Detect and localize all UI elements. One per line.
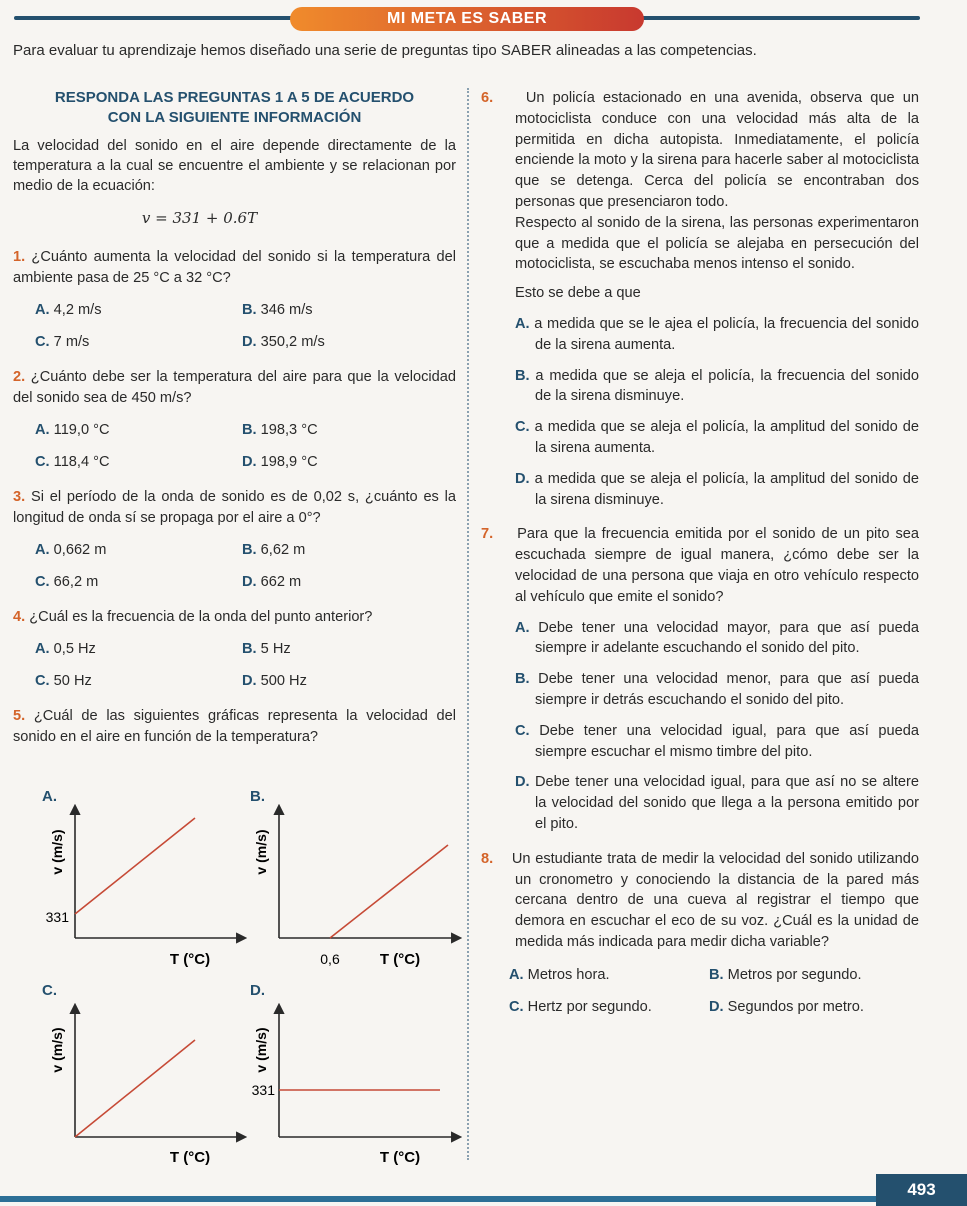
option-b[interactable] — [515, 366, 919, 408]
question-number: 4. — [13, 609, 26, 625]
option-letter: A. — [35, 641, 50, 657]
option-text: Segundos por metro. — [727, 999, 864, 1016]
question-text: ¿Cuánto debe ser la temperatura del aire para que la velocidad del sonido sea de 450 m/s? — [13, 369, 456, 406]
question-number: 7. — [481, 526, 494, 543]
option-text: 5 Hz — [260, 641, 291, 657]
question-number: 5. — [13, 708, 26, 724]
option-letter: C. — [35, 673, 50, 689]
option-letter: D. — [515, 470, 530, 487]
option-text: 0,5 Hz — [53, 641, 96, 657]
option-text: 4,2 m/s — [53, 302, 102, 318]
option-d[interactable] — [709, 997, 919, 1018]
graph-c-ylabel: v (m/s) — [49, 1027, 65, 1073]
graph-d — [252, 1005, 460, 1166]
graph-c-label[interactable]: C. — [42, 982, 57, 999]
question-text: Para que la frecuencia emitida por el sonido de un pito sea escuchada siempre de igual manera, ¿cómo debe ser la velocidad de una persona que viaja en otro vehículo respecto al vehículo que emite el sonido? — [515, 526, 919, 605]
option-text: 50 Hz — [53, 673, 92, 689]
option-letter: A. — [35, 422, 50, 438]
section-title: MI META ES SABER — [290, 7, 644, 31]
graph-b-label[interactable]: B. — [250, 788, 265, 805]
option-text: 198,9 °C — [260, 454, 318, 470]
question-8-options — [509, 965, 919, 1019]
option-letter: C. — [515, 419, 530, 436]
option-text: 0,662 m — [53, 542, 107, 558]
right-column — [481, 88, 919, 1018]
question-number: 3. — [13, 489, 26, 505]
graph-b-line — [330, 845, 448, 938]
option-letter: D. — [242, 334, 257, 350]
option-c[interactable] — [515, 417, 919, 459]
question-6-prompt: Esto se debe a que — [515, 285, 641, 302]
equation: v = 331 + 0.6T — [141, 209, 258, 227]
option-text: 118,4 °C — [53, 454, 110, 470]
footer-rule — [0, 1196, 876, 1202]
option-letter: A. — [35, 542, 50, 558]
option-letter: B. — [242, 422, 257, 438]
graph-c-line — [75, 1040, 195, 1137]
question-7-options — [481, 618, 919, 835]
question-number: 8. — [481, 850, 494, 867]
graph-c — [49, 1005, 245, 1166]
option-letter: C. — [509, 999, 524, 1016]
heading-line-1: RESPONDA LAS PREGUNTAS 1 A 5 DE ACUERDO — [54, 89, 415, 106]
option-text: 198,3 °C — [260, 422, 318, 438]
question-text: Un policía estacionado en una avenida, observa que un motociclista conduce con una velocidad más alta de la permitida en dicha autopista. Inmediatamente, el policía enciende la moto y la sirena para hacerle saber al motociclista que se detenga. Cerca del policía se encontraban dos personas que presenciaron todo. — [515, 90, 919, 210]
option-d[interactable] — [515, 772, 919, 834]
option-letter: D. — [242, 574, 257, 590]
option-c[interactable] — [515, 721, 919, 763]
graph-c-xlabel: T (°C) — [169, 1149, 211, 1166]
option-text: Hertz por segundo. — [527, 999, 652, 1016]
option-text: a medida que se le ajea el policía, la frecuencia del sonido de la sirena aumenta. — [534, 315, 920, 353]
option-letter: D. — [515, 774, 530, 791]
option-letter: C. — [35, 334, 50, 350]
option-a[interactable] — [509, 965, 709, 986]
option-text: 662 m — [260, 574, 302, 590]
option-letter: C. — [515, 722, 530, 739]
option-text: Debe tener una velocidad igual, para que así pueda siempre escuchar el mismo timbre del pito. — [535, 722, 919, 760]
option-letter: C. — [35, 454, 50, 470]
question-number: 2. — [13, 369, 26, 385]
graph-d-xlabel: T (°C) — [379, 1149, 421, 1166]
option-text: 6,62 m — [260, 542, 306, 558]
graph-a-line — [75, 818, 195, 914]
option-text: 350,2 m/s — [260, 334, 325, 350]
option-letter: B. — [515, 671, 530, 688]
option-a[interactable] — [515, 618, 919, 660]
option-text: 7 m/s — [53, 334, 90, 350]
info-text: La velocidad del sonido en el aire depende directamente de la temperatura a la cual se encuentre el ambiente y se relacionan por medio de la ecuación: — [13, 138, 456, 194]
option-letter: A. — [509, 966, 524, 983]
graph-d-label[interactable]: D. — [250, 982, 265, 999]
question-number: 6. — [481, 90, 494, 106]
graph-a-label[interactable]: A. — [42, 788, 57, 805]
option-letter: B. — [242, 641, 257, 657]
option-letter: D. — [242, 454, 257, 470]
question-text: Un estudiante trata de medir la velocidad del sonido utilizando un cronometro y conociendo la distancia de la pared más cercana dentro de una cueva al registrar el tiempo que demora en escuchar el eco de su voz. ¿Cuál es la unidad de medida más indicada para medir dicha variable? — [511, 850, 920, 950]
graph-b-xtick: 0,6 — [320, 951, 340, 967]
graph-b-ylabel: v (m/s) — [253, 829, 269, 875]
question-6-options — [481, 314, 919, 510]
question-text: ¿Cuál de las siguientes gráficas representa la velocidad del sonido en el aire en función de la temperatura? — [13, 708, 456, 745]
option-letter: B. — [242, 302, 257, 318]
option-letter: D. — [709, 999, 724, 1016]
option-text: Metros por segundo. — [727, 966, 862, 983]
graph-d-ylabel: v (m/s) — [253, 1027, 269, 1073]
graph-b — [253, 806, 460, 968]
option-text: a medida que se aleja el policía, la amplitud del sonido de la sirena aumenta. — [534, 419, 919, 456]
option-text: Debe tener una velocidad menor, para que así pueda siempre ir detrás escuchando el sonido del pito. — [535, 671, 919, 708]
graph-a-xlabel: T (°C) — [169, 951, 211, 968]
option-text: a medida que se aleja el policía, la amplitud del sonido de la sirena disminuye. — [534, 470, 919, 508]
option-letter: A. — [35, 302, 50, 318]
option-letter: A. — [515, 315, 530, 332]
question-7 — [481, 524, 919, 607]
option-letter: C. — [35, 574, 50, 590]
question-text: Si el período de la onda de sonido es de 0,02 s, ¿cuánto es la longitud de onda sí se propaga por el aire a 0°? — [13, 489, 456, 526]
page-number: 493 — [876, 1174, 967, 1206]
graph-a — [46, 806, 245, 968]
option-text: 346 m/s — [260, 302, 313, 318]
option-d[interactable] — [515, 469, 919, 511]
option-letter: B. — [709, 966, 724, 983]
question-text: ¿Cuál es la frecuencia de la onda del punto anterior? — [29, 609, 373, 625]
option-text: 66,2 m — [53, 574, 99, 590]
option-c[interactable] — [509, 997, 709, 1018]
graph-b-xlabel: T (°C) — [379, 951, 421, 968]
option-text: a medida que se aleja el policía, la frecuencia del sonido de la sirena disminuye. — [535, 367, 919, 405]
option-text: 119,0 °C — [53, 422, 110, 438]
question-number: 1. — [13, 249, 26, 265]
graph-d-ytick: 331 — [251, 1082, 275, 1098]
option-letter: A. — [515, 619, 530, 636]
option-text: Debe tener una velocidad igual, para que así no se altere la velocidad del sonido que llega a la persona emitido por el pito. — [534, 774, 919, 832]
question-6 — [481, 88, 919, 213]
intro-text: Para evaluar tu aprendizaje hemos diseñado una serie de preguntas tipo SABER alineadas a las competencias. — [13, 42, 757, 59]
question-8 — [481, 849, 919, 953]
option-text: Debe tener una velocidad mayor, para que así pueda siempre ir adelante escuchando el sonido del pito. — [535, 619, 919, 657]
graph-a-ylabel: v (m/s) — [49, 829, 65, 875]
option-b[interactable] — [709, 965, 919, 986]
question-text: ¿Cuánto aumenta la velocidad del sonido si la temperatura del ambiente pasa de 25 °C a 32 °C? — [13, 249, 456, 286]
option-text: Metros hora. — [527, 966, 610, 983]
option-letter: B. — [242, 542, 257, 558]
option-letter: B. — [515, 367, 530, 384]
heading-line-2: CON LA SIGUIENTE INFORMACIÓN — [107, 109, 362, 126]
option-letter: D. — [242, 673, 257, 689]
option-a[interactable] — [515, 314, 919, 356]
option-text: 500 Hz — [260, 673, 307, 689]
option-b[interactable] — [515, 669, 919, 711]
question-6-text-2: Respecto al sonido de la sirena, las personas experimentaron que a medida que el policía se alejaba en persecución del motociclista, se escuchaba menos intenso el sonido. — [515, 214, 919, 273]
graph-a-ytick: 331 — [45, 909, 69, 925]
